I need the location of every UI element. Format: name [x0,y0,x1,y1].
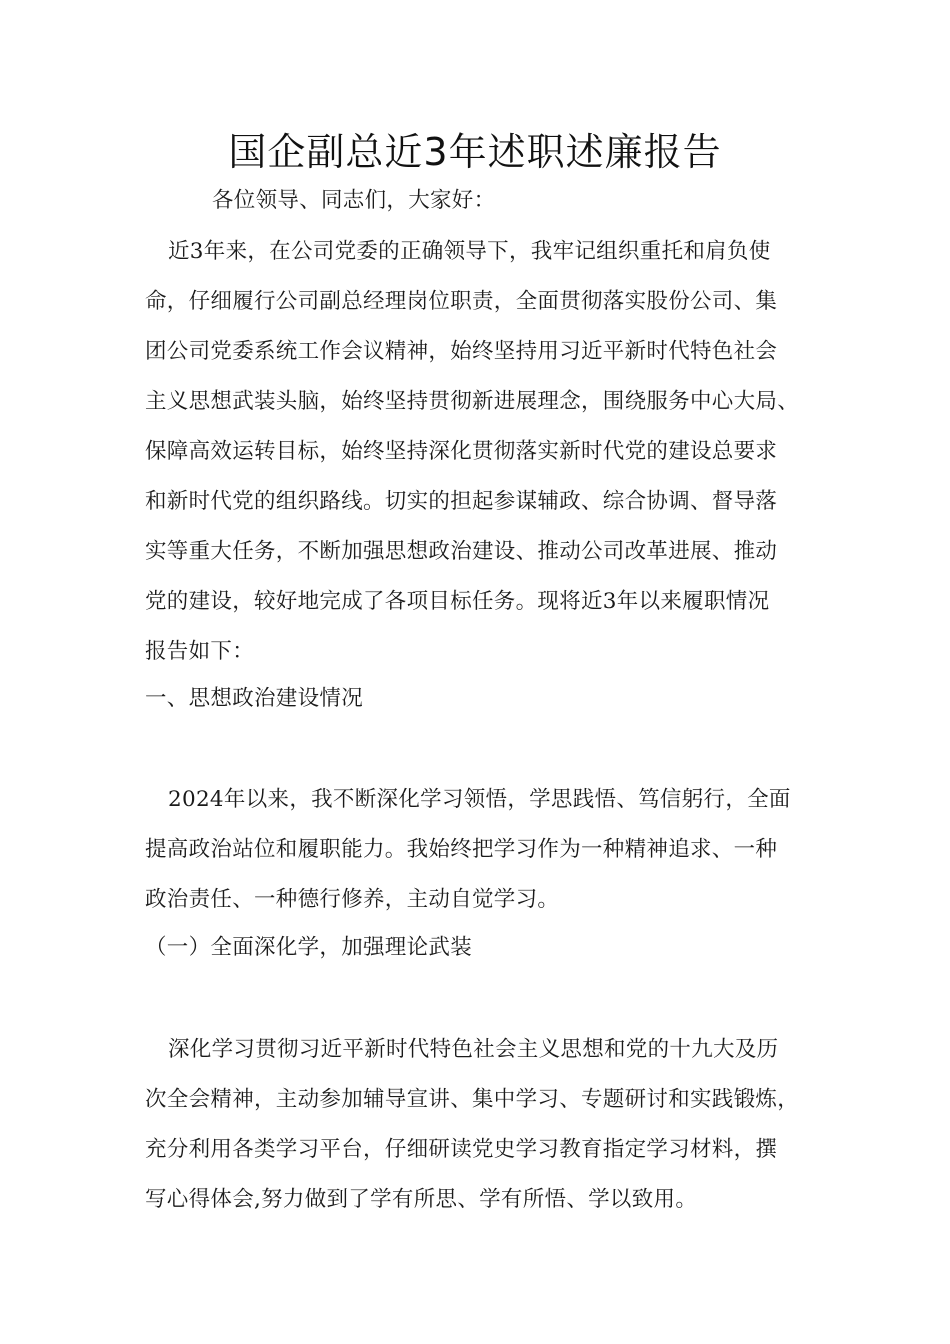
intro-line: 党的建设，较好地完成了各项目标任务。现将近3年以来履职情况 [145,589,770,614]
intro-line: 和新时代党的组织路线。切实的担起参谋辅政、综合协调、督导落 [145,489,778,514]
intro-line: 近3年来，在公司党委的正确领导下，我牢记组织重托和肩负使 [168,239,771,264]
subsection-paragraph-line: 次全会精神，主动参加辅导宣讲、集中学习、专题研讨和实践锻炼， [145,1087,800,1112]
section-paragraph-line: 政治责任、一种德行修养，主动自觉学习。 [145,887,560,912]
subsection-heading: （一）全面深化学，加强理论武装 [145,935,473,960]
intro-line: 实等重大任务，不断加强思想政治建设、推动公司改革进展、推动 [145,539,778,564]
intro-line: 团公司党委系统工作会议精神，始终坚持用习近平新时代特色社会 [145,339,778,364]
section-paragraph-line: 提高政治站位和履职能力。我始终把学习作为一种精神追求、一种 [145,837,778,862]
intro-line: 命，仔细履行公司副总经理岗位职责，全面贯彻落实股份公司、集 [145,289,778,314]
greeting-line: 各位领导、同志们，大家好： [212,188,496,213]
intro-line: 保障高效运转目标，始终坚持深化贯彻落实新时代党的建设总要求 [145,439,778,464]
subsection-paragraph-line: 深化学习贯彻习近平新时代特色社会主义思想和党的十九大及历 [168,1037,779,1062]
subsection-paragraph-line: 充分利用各类学习平台，仔细研读党史学习教育指定学习材料，撰 [145,1137,778,1162]
subsection-paragraph-line: 写心得体会,努力做到了学有所思、学有所悟、学以致用。 [145,1187,698,1212]
section-paragraph-line: 2024年以来，我不断深化学习领悟，学思践悟、笃信躬行，全面 [168,787,791,812]
document-title: 国企副总近3年述职述廉报告 [228,130,722,174]
intro-line: 主义思想武装头脑，始终坚持贯彻新进展理念，围绕服务中心大局、 [145,389,800,414]
section-heading: 一、思想政治建设情况 [145,686,364,711]
intro-line: 报告如下： [145,639,255,664]
